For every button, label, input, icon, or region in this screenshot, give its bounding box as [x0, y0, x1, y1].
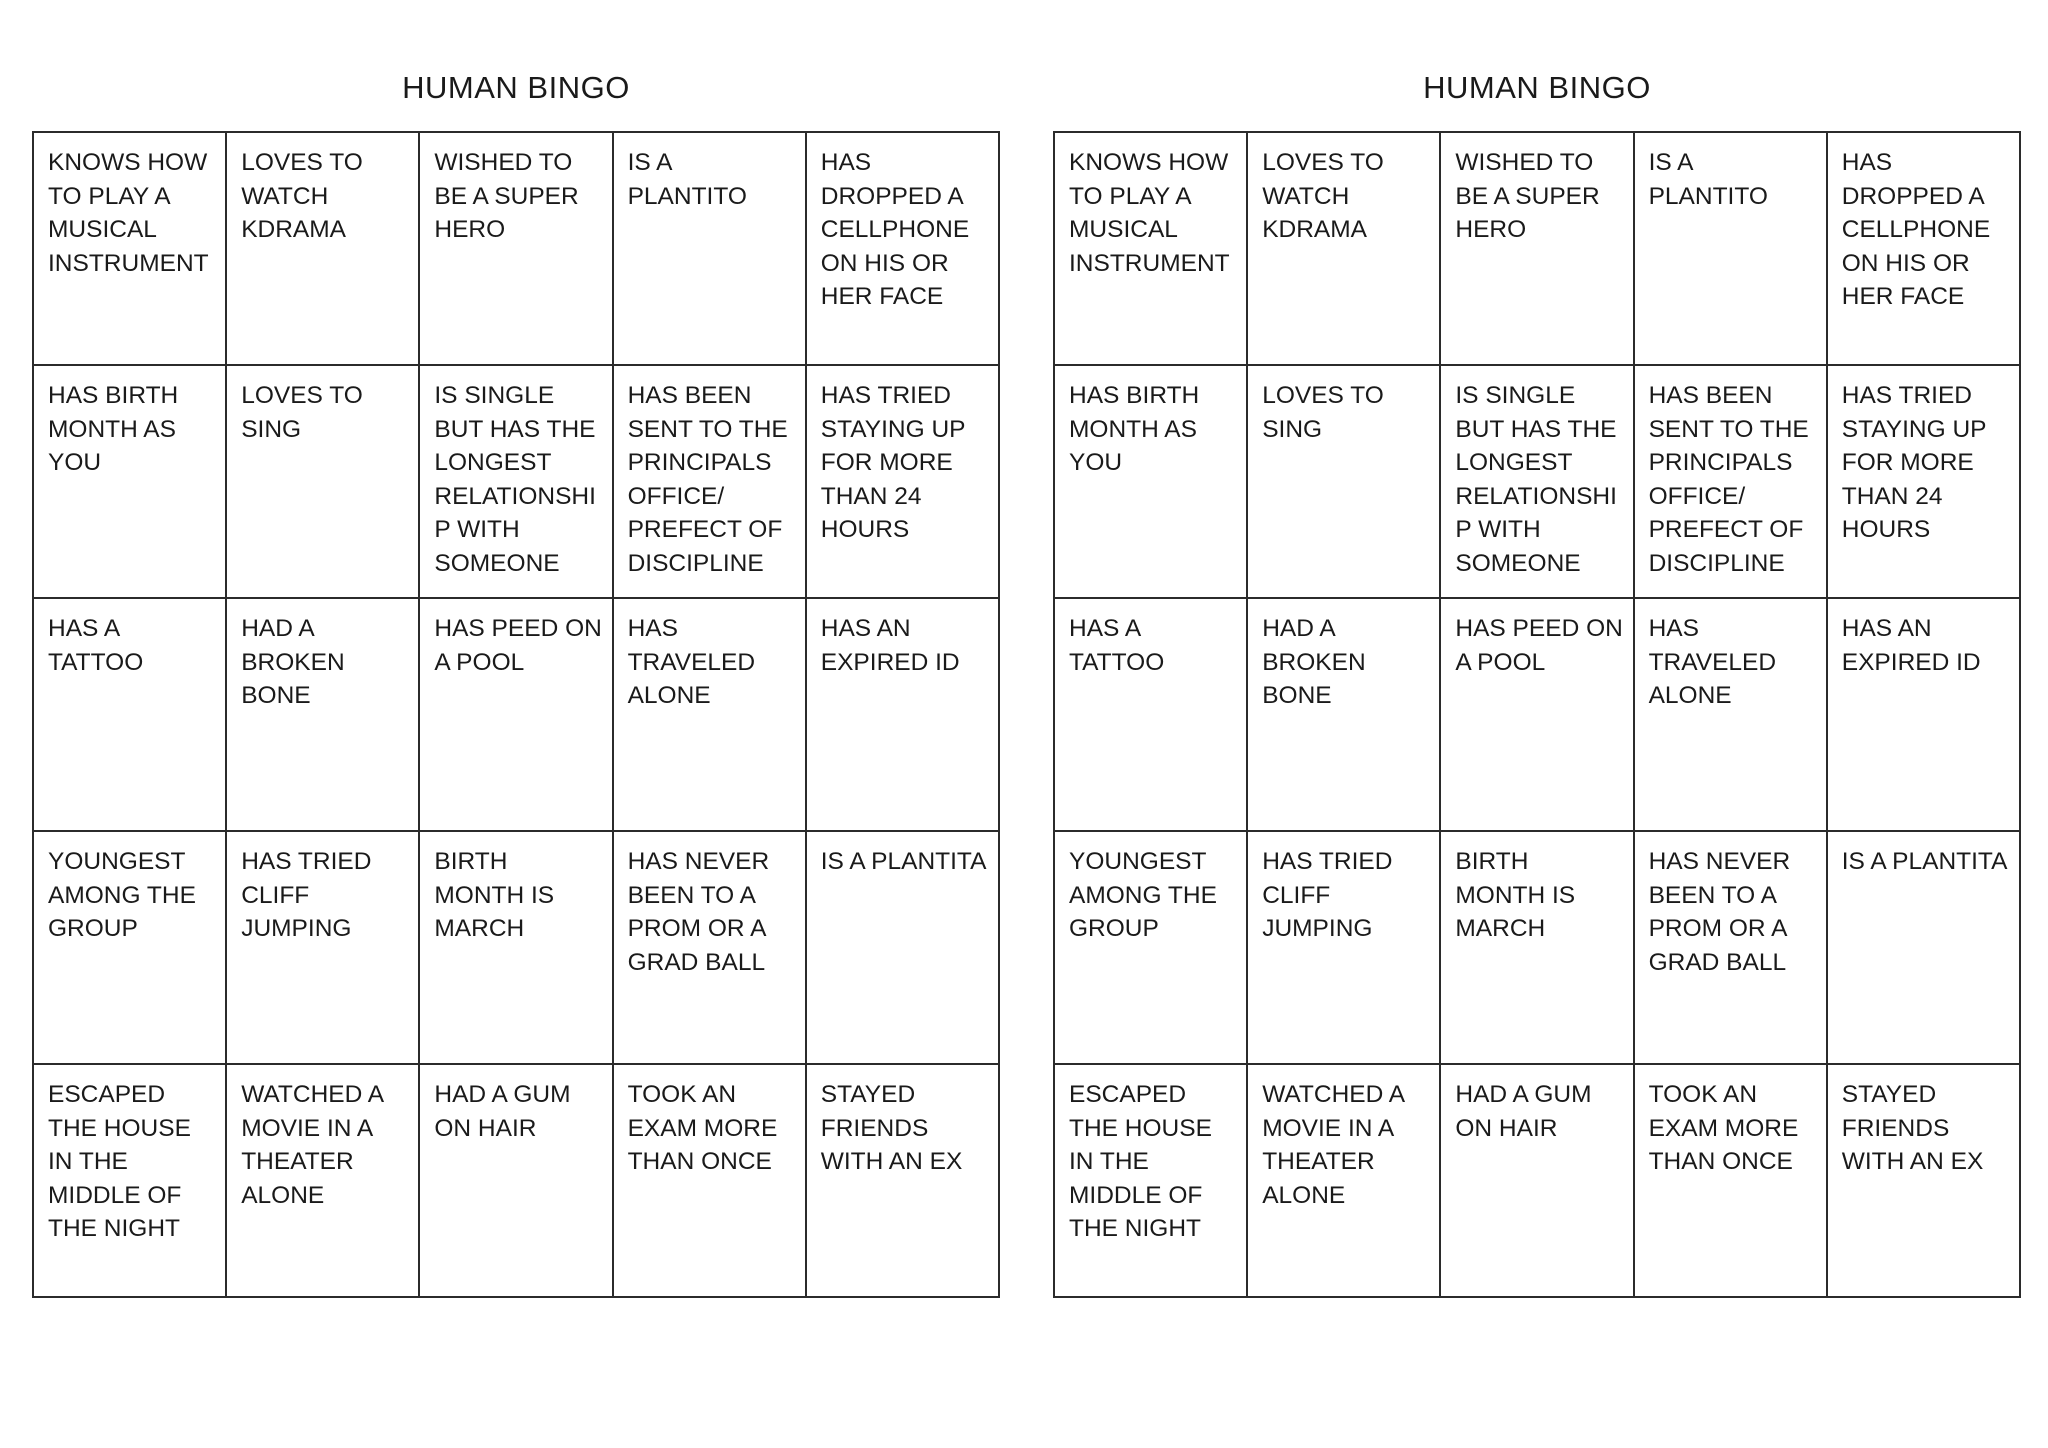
bingo-cell: LOVES TO SING — [1247, 365, 1440, 598]
bingo-cell: ESCAPED THE HOUSE IN THE MIDDLE OF THE NIGHT — [1054, 1064, 1247, 1297]
bingo-cell: IS A PLANTITA — [806, 831, 999, 1064]
bingo-cell: HAD A BROKEN BONE — [226, 598, 419, 831]
bingo-cell: HAS TRAVELED ALONE — [613, 598, 806, 831]
grid-row — [33, 365, 999, 598]
grid-row — [33, 1064, 999, 1297]
bingo-cell: LOVES TO WATCH KDRAMA — [226, 132, 419, 365]
card-title: HUMAN BINGO — [1423, 70, 1651, 105]
bingo-cell: WATCHED A MOVIE IN A THEATER ALONE — [1247, 1064, 1440, 1297]
bingo-cell: TOOK AN EXAM MORE THAN ONCE — [1634, 1064, 1827, 1297]
bingo-cell: YOUNGEST AMONG THE GROUP — [33, 831, 226, 1064]
bingo-cell: BIRTH MONTH IS MARCH — [1440, 831, 1633, 1064]
bingo-cell: WATCHED A MOVIE IN A THEATER ALONE — [226, 1064, 419, 1297]
bingo-cell: HAS BEEN SENT TO THE PRINCIPALS OFFICE/ PREFECT OF DISCIPLINE — [613, 365, 806, 598]
bingo-cell: KNOWS HOW TO PLAY A MUSICAL INSTRUMENT — [33, 132, 226, 365]
bingo-cell: HAS DROPPED A CELLPHONE ON HIS OR HER FACE — [806, 132, 999, 365]
bingo-cell: HAS AN EXPIRED ID — [1827, 598, 2020, 831]
card-title: HUMAN BINGO — [402, 70, 630, 105]
bingo-cell: KNOWS HOW TO PLAY A MUSICAL INSTRUMENT — [1054, 132, 1247, 365]
bingo-cell: HAS TRAVELED ALONE — [1634, 598, 1827, 831]
bingo-cell: HAS BEEN SENT TO THE PRINCIPALS OFFICE/ PREFECT OF DISCIPLINE — [1634, 365, 1827, 598]
bingo-cell: HAS TRIED CLIFF JUMPING — [1247, 831, 1440, 1064]
bingo-cell: HAS A TATTOO — [1054, 598, 1247, 831]
bingo-grid — [32, 131, 1000, 1298]
bingo-cell: IS A PLANTITO — [1634, 132, 1827, 365]
bingo-cell: IS A PLANTITA — [1827, 831, 2020, 1064]
bingo-cell: HAS AN EXPIRED ID — [806, 598, 999, 831]
bingo-cell: ESCAPED THE HOUSE IN THE MIDDLE OF THE NIGHT — [33, 1064, 226, 1297]
bingo-cell: HAD A GUM ON HAIR — [419, 1064, 612, 1297]
grid-row — [33, 831, 999, 1064]
bingo-grid — [1053, 131, 2021, 1298]
bingo-cell: TOOK AN EXAM MORE THAN ONCE — [613, 1064, 806, 1297]
bingo-cell: HAS BIRTH MONTH AS YOU — [1054, 365, 1247, 598]
bingo-cell: HAS PEED ON A POOL — [1440, 598, 1633, 831]
grid-row — [33, 598, 999, 831]
bingo-cell: HAS BIRTH MONTH AS YOU — [33, 365, 226, 598]
bingo-cell: LOVES TO WATCH KDRAMA — [1247, 132, 1440, 365]
bingo-cell: HAD A GUM ON HAIR — [1440, 1064, 1633, 1297]
bingo-cell: HAS TRIED CLIFF JUMPING — [226, 831, 419, 1064]
bingo-cell: YOUNGEST AMONG THE GROUP — [1054, 831, 1247, 1064]
bingo-cell: WISHED TO BE A SUPER HERO — [1440, 132, 1633, 365]
bingo-cell: IS SINGLE BUT HAS THE LONGEST RELATIONSHIP WITH SOMEONE — [1440, 365, 1633, 598]
bingo-cell: HAS TRIED STAYING UP FOR MORE THAN 24 HOURS — [1827, 365, 2020, 598]
grid-row — [33, 132, 999, 365]
bingo-cell: BIRTH MONTH IS MARCH — [419, 831, 612, 1064]
grid-row — [1054, 365, 2020, 598]
bingo-cell: LOVES TO SING — [226, 365, 419, 598]
bingo-cell: IS SINGLE BUT HAS THE LONGEST RELATIONSHIP WITH SOMEONE — [419, 365, 612, 598]
bingo-cell: STAYED FRIENDS WITH AN EX — [806, 1064, 999, 1297]
bingo-cell: HAD A BROKEN BONE — [1247, 598, 1440, 831]
grid-row — [1054, 1064, 2020, 1297]
bingo-cell: HAS TRIED STAYING UP FOR MORE THAN 24 HOURS — [806, 365, 999, 598]
bingo-cell: HAS PEED ON A POOL — [419, 598, 612, 831]
bingo-cell: IS A PLANTITO — [613, 132, 806, 365]
bingo-cell: STAYED FRIENDS WITH AN EX — [1827, 1064, 2020, 1297]
grid-row — [1054, 831, 2020, 1064]
bingo-cell: HAS A TATTOO — [33, 598, 226, 831]
bingo-cell: HAS NEVER BEEN TO A PROM OR A GRAD BALL — [1634, 831, 1827, 1064]
bingo-cell: HAS NEVER BEEN TO A PROM OR A GRAD BALL — [613, 831, 806, 1064]
grid-row — [1054, 132, 2020, 365]
grid-row — [1054, 598, 2020, 831]
bingo-cell: WISHED TO BE A SUPER HERO — [419, 132, 612, 365]
bingo-cell: HAS DROPPED A CELLPHONE ON HIS OR HER FACE — [1827, 132, 2020, 365]
